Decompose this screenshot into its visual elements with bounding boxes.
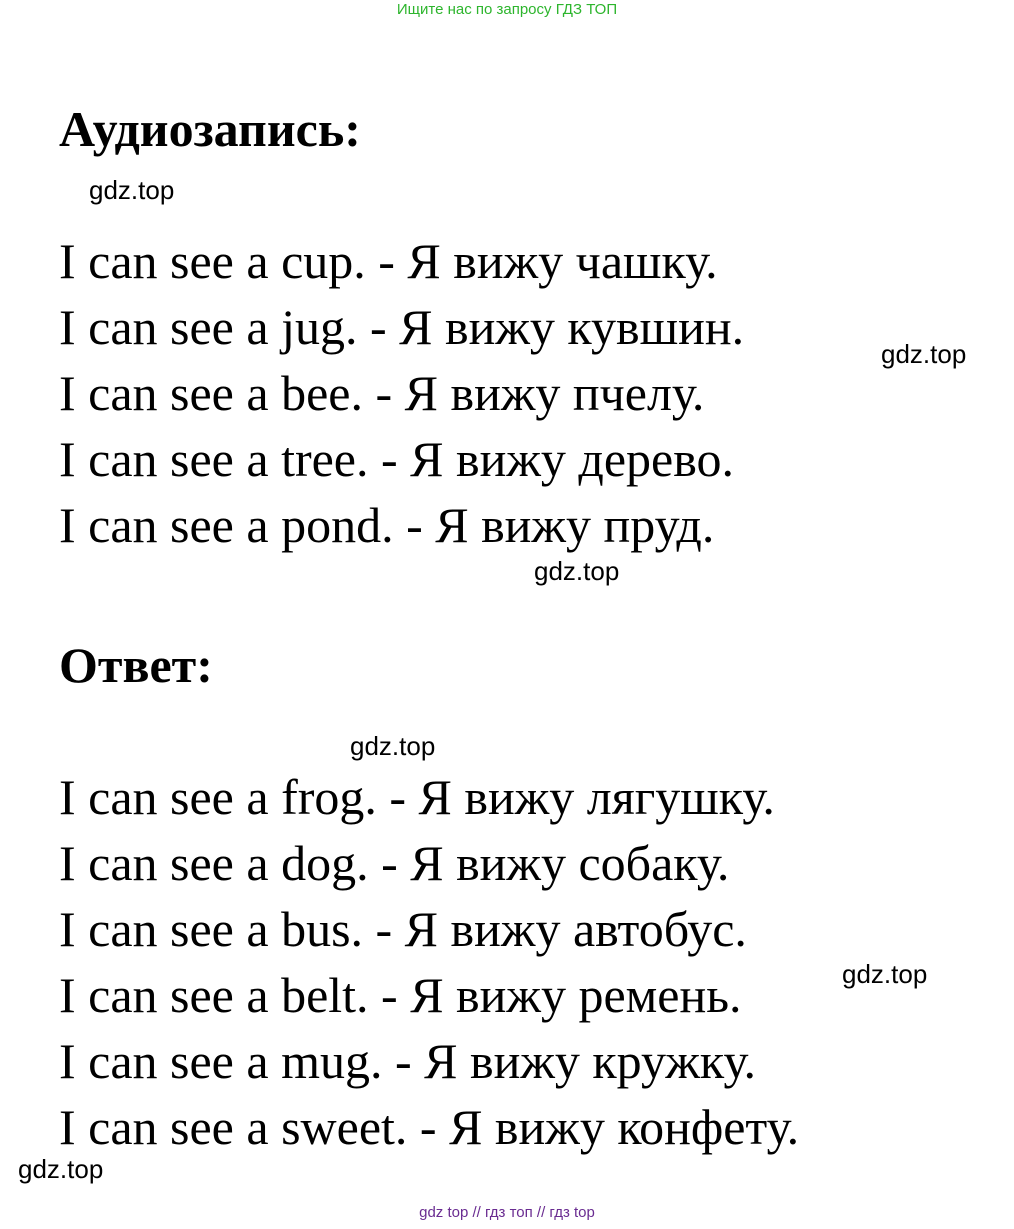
footer: gdz top // гдз топ // гдз top: [419, 1204, 595, 1221]
watermark: gdz.top: [842, 959, 928, 989]
answer-line: I can see a sweet. - Я вижу конфету.: [59, 1099, 800, 1155]
watermark: gdz.top: [534, 556, 620, 586]
answer-line: I can see a dog. - Я вижу собаку.: [59, 835, 730, 891]
answer-lines: [59, 764, 799, 1160]
watermark: gdz.top: [89, 175, 175, 205]
audio-line: I can see a cup. - Я вижу чашку.: [59, 233, 718, 289]
audio-line: I can see a jug. - Я вижу кувшин.: [59, 299, 745, 355]
audio-line: I can see a tree. - Я вижу дерево.: [59, 431, 734, 487]
answer-line: I can see a belt. - Я вижу ремень.: [59, 967, 742, 1023]
top-banner: Ищите нас по запросу ГДЗ ТОП: [396, 1, 618, 18]
answer-line: I can see a bus. - Я вижу автобус.: [59, 901, 747, 957]
watermark: gdz.top: [881, 339, 967, 369]
audio-line: I can see a bee. - Я вижу пчелу.: [59, 365, 705, 421]
answer-line: I can see a mug. - Я вижу кружку.: [59, 1033, 756, 1089]
audio-lines: [59, 228, 744, 558]
audio-heading: Аудиозапись:: [59, 101, 361, 157]
watermark: gdz.top: [350, 731, 436, 761]
audio-line: I can see a pond. - Я вижу пруд.: [59, 497, 715, 553]
watermark: gdz.top: [18, 1154, 104, 1184]
answer-line: I can see a frog. - Я вижу лягушку.: [59, 769, 775, 825]
answer-heading: Ответ:: [59, 637, 213, 693]
